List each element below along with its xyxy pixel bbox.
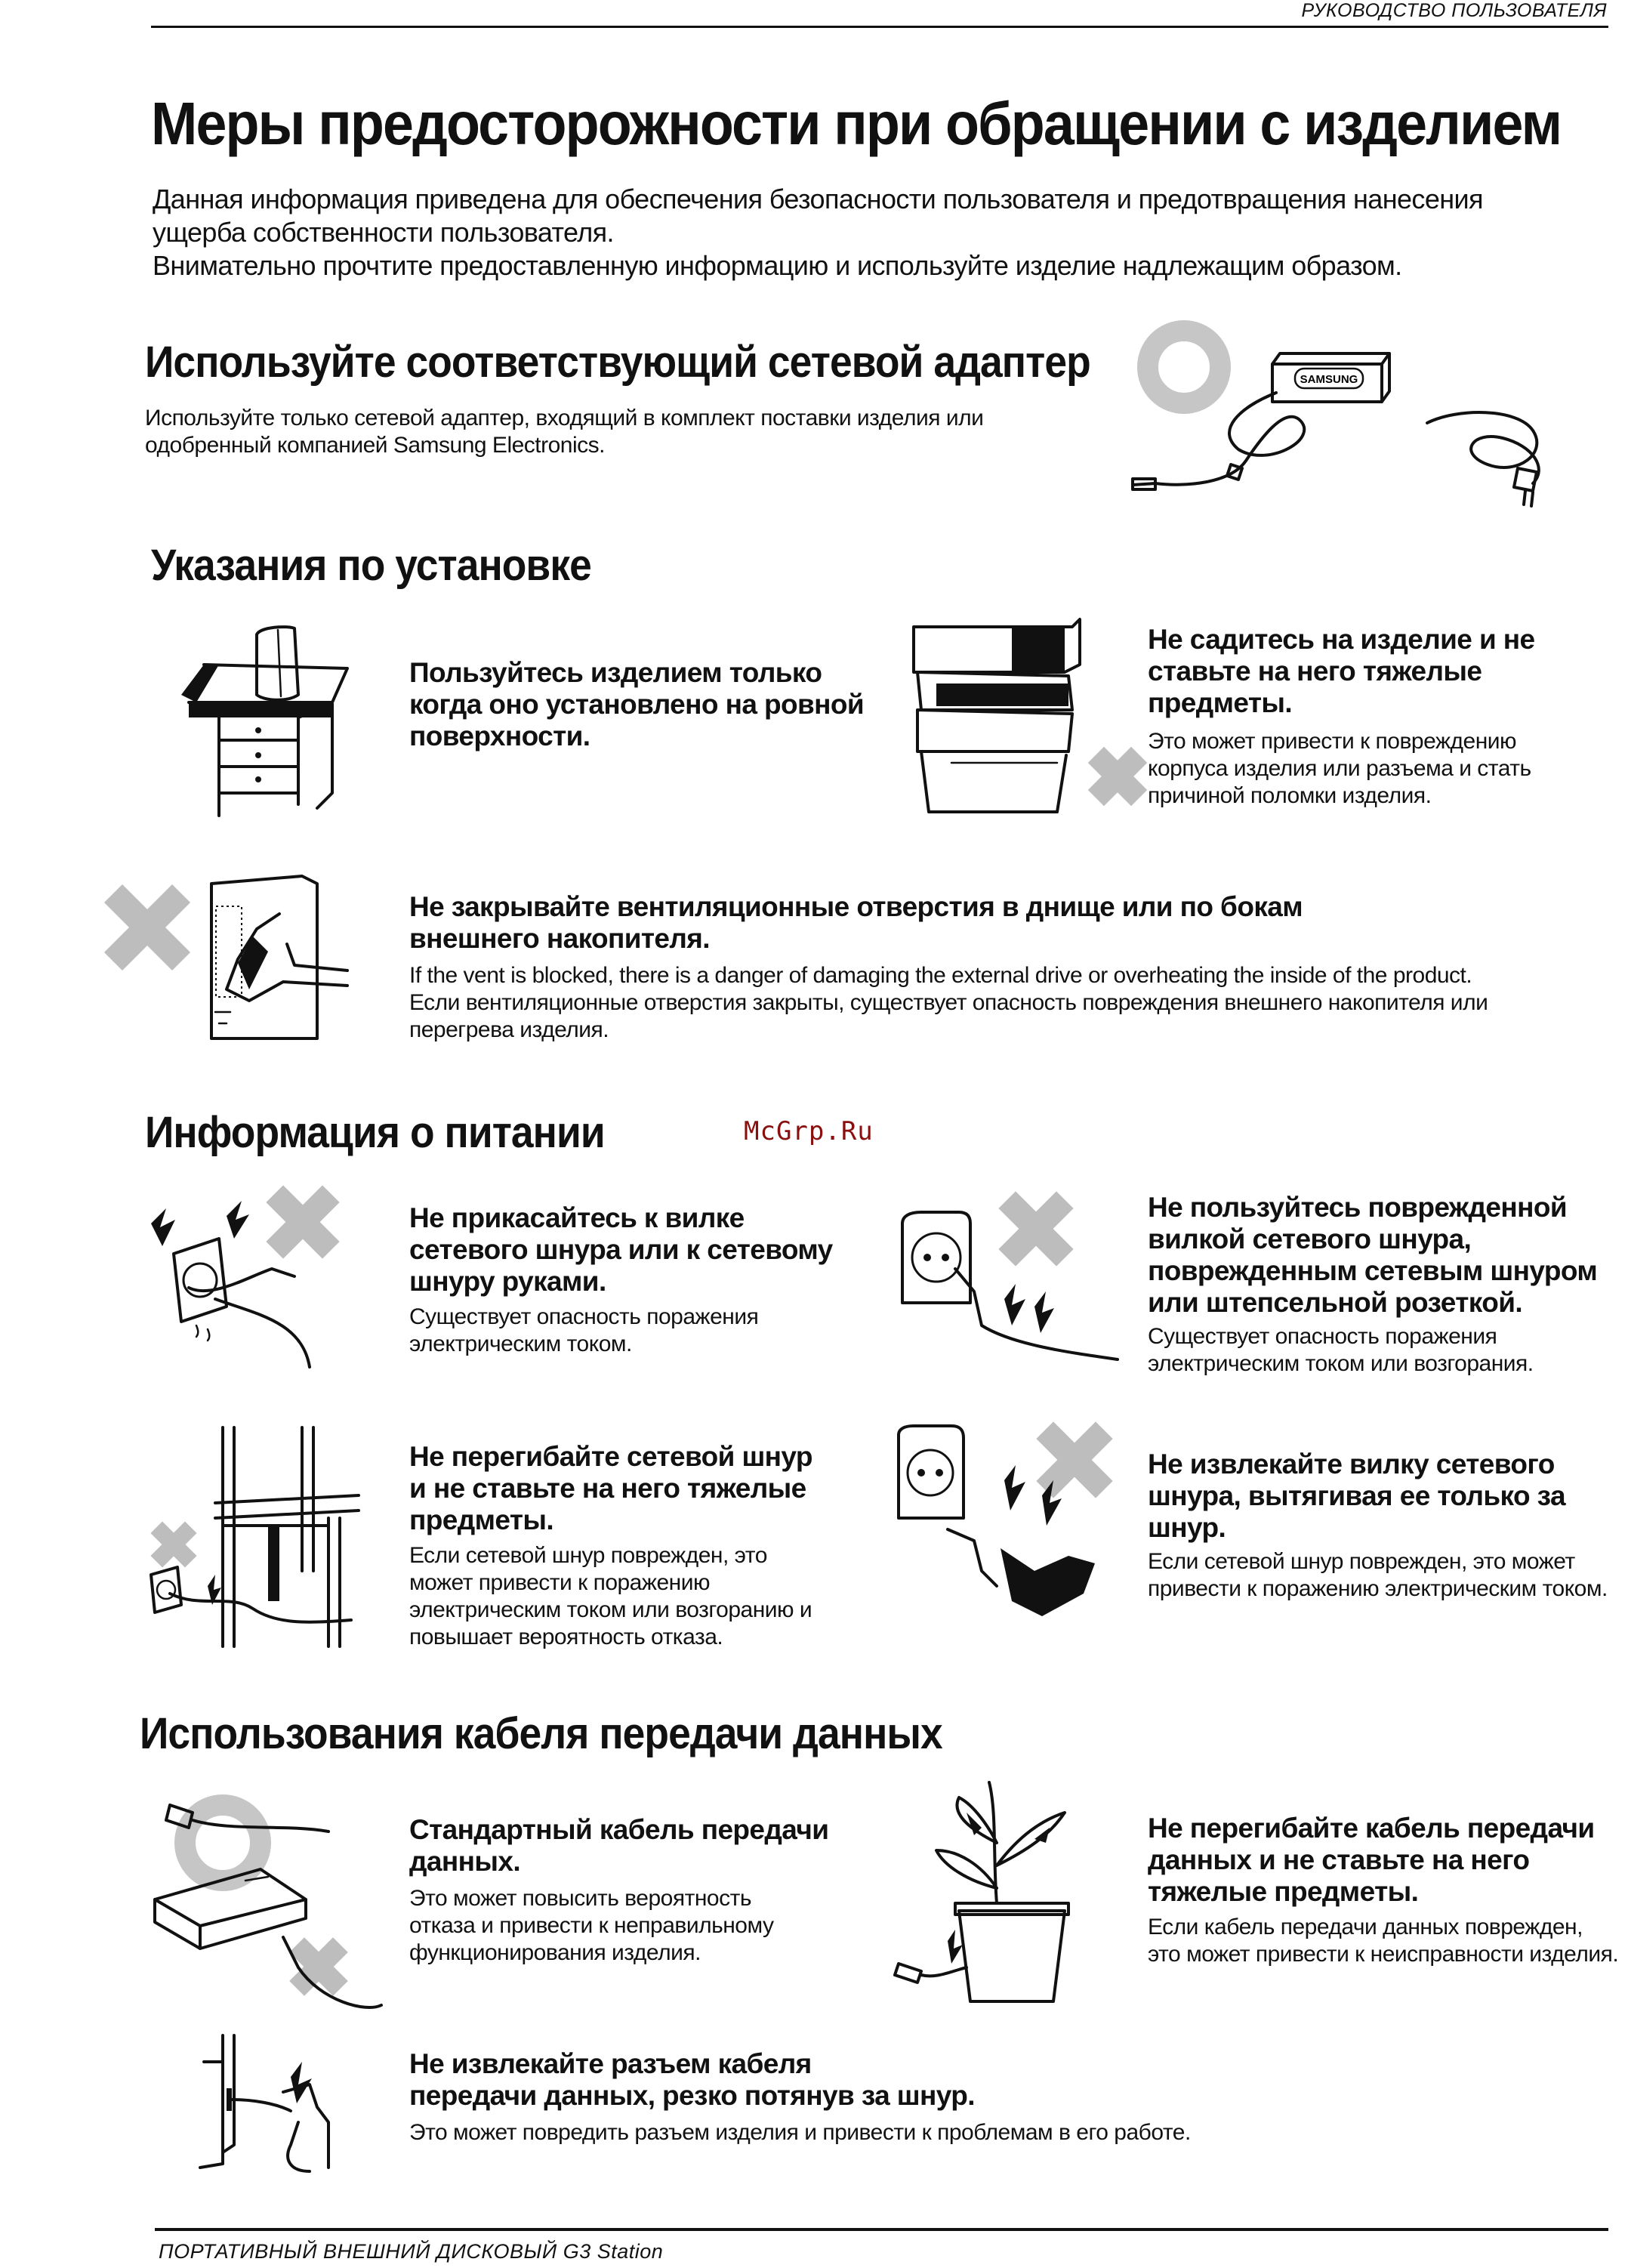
cable-heading: Использования кабеля передачи данных: [140, 1709, 942, 1758]
stacked-books-illustration: [906, 612, 1140, 823]
footer-label: [159, 2240, 663, 2263]
yank-cable-illustration: [177, 2032, 366, 2175]
body-line: Это может привести к повреждению: [1148, 729, 1517, 754]
cross-mark-icon: [304, 1952, 333, 1981]
desk-illustration: [174, 612, 355, 823]
title-line: ставьте на него тяжелые: [1148, 656, 1482, 687]
damaged-plug-illustration: [891, 1193, 1133, 1375]
vents-title: [409, 891, 1466, 955]
standard-cable-body: [409, 1885, 893, 1967]
body-line: Существует опасность поражения: [409, 1304, 759, 1329]
title-line: и не ставьте на него тяжелые: [409, 1473, 806, 1504]
body-line: корпуса изделия или разъема и стать: [1148, 756, 1531, 781]
cross-mark-icon: [122, 903, 172, 952]
body-line: Если сетевой шнур поврежден, это: [409, 1543, 767, 1568]
footer-product-label: ПОРТАТИВНЫЙ ВНЕШНИЙ ДИСКОВЫЙ: [159, 2240, 557, 2263]
no-touch-body: [409, 1304, 893, 1358]
cross-mark-icon: [1016, 1208, 1056, 1249]
vent-illustration: [106, 869, 393, 1050]
title-line: шнура, вытягивая ее только за: [1148, 1480, 1565, 1511]
no-bend-body: [409, 1542, 893, 1651]
body-line: электрическим током или возгоранию и: [409, 1597, 812, 1622]
title-line: поверхности.: [409, 721, 590, 751]
body-line: причиной поломки изделия.: [1148, 783, 1432, 808]
title-line: шнур.: [1148, 1512, 1226, 1543]
body-line: перегрева изделия.: [409, 1017, 609, 1042]
body-line: функционирования изделия.: [409, 1940, 701, 1965]
adapter-heading: Используйте соответствующий сетевой адаптер: [145, 338, 1090, 387]
damaged-plug-body: [1148, 1323, 1616, 1378]
damaged-plug-title: [1148, 1192, 1616, 1319]
no-bend-cable-title: [1148, 1813, 1616, 1908]
header-rule: [151, 26, 1608, 28]
body-line: это может привести к неисправности изделия.: [1148, 1942, 1619, 1967]
body-line: If the vent is blocked, there is a danger of damaging the external drive or overheating the inside of the product.: [409, 963, 1472, 988]
watermark-text: McGrp.Ru: [744, 1116, 874, 1146]
body-line: электрическим током.: [409, 1331, 632, 1356]
no-touch-title: [409, 1202, 893, 1298]
adapter-illustration: [1125, 317, 1578, 514]
body-line: может привести к поражению: [409, 1570, 710, 1595]
title-line: сетевого шнура или к сетевому: [409, 1234, 833, 1265]
body-line: Если вентиляционные отверстия закрыты, существует опасность повреждения внешнего накопителя или: [409, 990, 1488, 1015]
title-line: вилкой сетевого шнура,: [1148, 1223, 1472, 1254]
title-line: передачи данных, резко потянув за шнур.: [409, 2080, 975, 2111]
touch-plug-illustration: [143, 1193, 347, 1375]
no-pull-title: [1148, 1449, 1616, 1544]
title-line: Не садитесь на изделие и не: [1148, 624, 1535, 655]
header-manual-label: РУКОВОДСТВО ПОЛЬЗОВАТЕЛЯ: [1301, 0, 1607, 21]
no-sitting-body: [1148, 728, 1601, 810]
no-yank-title: [409, 2048, 1240, 2112]
title-line: Стандартный кабель передачи: [409, 1814, 829, 1845]
cross-mark-icon: [1053, 1439, 1096, 1481]
title-line: внешнего накопителя.: [409, 923, 710, 954]
body-line: Если кабель передачи данных поврежден,: [1148, 1915, 1583, 1939]
standard-cable-title: [409, 1814, 893, 1878]
body-line: Если сетевой шнур поврежден, это может: [1148, 1549, 1575, 1574]
body-line: Это может повысить вероятность: [409, 1886, 751, 1911]
standard-cable-illustration: [147, 1786, 404, 2020]
title-line: шнуру руками.: [409, 1266, 606, 1297]
cross-mark-icon: [1104, 763, 1131, 790]
body-line: Существует опасность поражения: [1148, 1324, 1497, 1349]
title-line: Не извлекайте вилку сетевого: [1148, 1449, 1555, 1480]
title-line: когда оно установлено на ровной: [409, 689, 865, 720]
shelf-cord-illustration: [140, 1420, 366, 1654]
flat-surface-title: [409, 657, 938, 752]
title-line: Не прикасайтесь к вилке: [409, 1202, 745, 1233]
pull-cord-illustration: [891, 1420, 1133, 1646]
adapter-body-line: Используйте только сетевой адаптер, входящий в комплект поставки изделия или: [145, 406, 984, 430]
intro-text: [153, 183, 1587, 282]
intro-line: ущерба собственности пользователя.: [153, 217, 614, 248]
ok-circle-icon: [1148, 331, 1220, 403]
install-heading: Указания по установке: [151, 541, 591, 590]
title-line: поврежденным сетевым шнуром: [1148, 1255, 1598, 1286]
adapter-body-line: одобренный компанией Samsung Electronics.: [145, 433, 605, 458]
title-line: тяжелые предметы.: [1148, 1876, 1419, 1907]
intro-line: Данная информация приведена для обеспечения безопасности пользователя и предотвращения нанесения: [153, 184, 1483, 214]
intro-line: Внимательно прочтите предоставленную информацию и используйте изделие надлежащим образом.: [153, 250, 1402, 281]
title-line: Не закрывайте вентиляционные отверстия в днище или по бокам: [409, 891, 1303, 922]
title-line: Не перегибайте сетевой шнур: [409, 1441, 812, 1472]
no-yank-body: [409, 2119, 1466, 2146]
cross-mark-icon: [162, 1533, 185, 1556]
body-line: привести к поражению электрическим током.: [1148, 1576, 1608, 1601]
vents-body: [409, 962, 1587, 1044]
body-line: Это может повредить разъем изделия и привести к проблемам в его работе.: [409, 2120, 1191, 2145]
title-line: предметы.: [409, 1504, 554, 1535]
footer-model: G3 Station: [563, 2240, 664, 2263]
no-sitting-title: [1148, 624, 1601, 719]
page-title: Меры предосторожности при обращении с изделием: [151, 90, 1562, 157]
body-line: электрическим током или возгорания.: [1148, 1351, 1534, 1376]
title-line: или штепсельной розеткой.: [1148, 1287, 1523, 1318]
no-bend-title: [409, 1441, 893, 1536]
title-line: Не извлекайте разъем кабеля: [409, 2048, 812, 2079]
adapter-body: [145, 405, 1127, 459]
title-line: данных и не ставьте на него: [1148, 1844, 1530, 1875]
samsung-logo-text: SAMSUNG: [1300, 373, 1358, 386]
footer-rule: [155, 2228, 1608, 2231]
cross-mark-icon: [283, 1202, 322, 1242]
plant-pot-illustration: [891, 1767, 1133, 2017]
body-line: отказа и привести к неправильному: [409, 1913, 774, 1938]
body-line: повышает вероятность отказа.: [409, 1625, 723, 1649]
title-line: Не пользуйтесь поврежденной: [1148, 1192, 1567, 1223]
no-pull-body: [1148, 1548, 1616, 1603]
title-line: предметы.: [1148, 687, 1293, 718]
no-bend-cable-body: [1148, 1914, 1628, 1968]
title-line: Не перегибайте кабель передачи: [1148, 1813, 1595, 1844]
power-heading: Информация о питании: [145, 1108, 605, 1157]
ok-circle-icon: [185, 1805, 261, 1881]
title-line: данных.: [409, 1846, 521, 1877]
title-line: Пользуйтесь изделием только: [409, 657, 822, 688]
